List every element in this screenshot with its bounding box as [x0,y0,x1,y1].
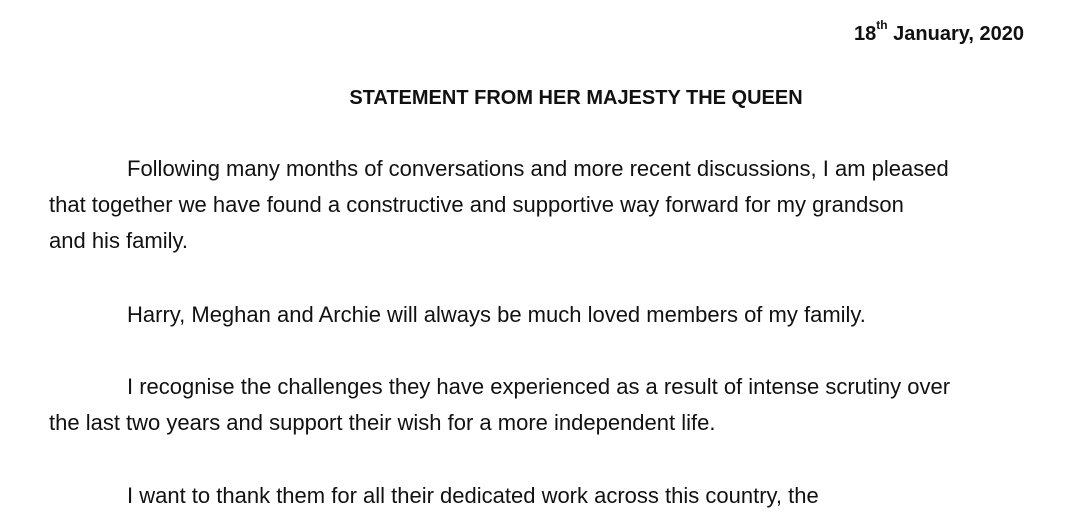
paragraph-line: Harry, Meghan and Archie will always be much loved members of my family. [127,302,866,327]
statement-title: STATEMENT FROM HER MAJESTY THE QUEEN [349,87,803,109]
date-day: 18 [854,23,877,45]
paragraph-3 [49,369,1029,441]
paragraph-1 [49,151,1029,259]
paragraph-line: Following many months of conversations and more recent discussions, I am pleased [127,156,949,181]
paragraph-line: that together we have found a constructive and supportive way forward for my grandson [49,192,904,217]
date-ordinal-suffix: th [876,18,888,33]
paragraph-line: I recognise the challenges they have experienced as a result of intense scrutiny over [127,374,951,399]
paragraph-2 [49,297,1029,333]
paragraph-line: and his family. [49,228,188,253]
paragraph-line: I want to thank them for all their dedicated work across this country, the [127,483,819,508]
paragraph-4 [49,478,1029,514]
paragraph-line: the last two years and support their wish for a more independent life. [49,410,716,435]
date-month-year: January, 2020 [887,23,1024,45]
statement-date [854,20,1024,48]
